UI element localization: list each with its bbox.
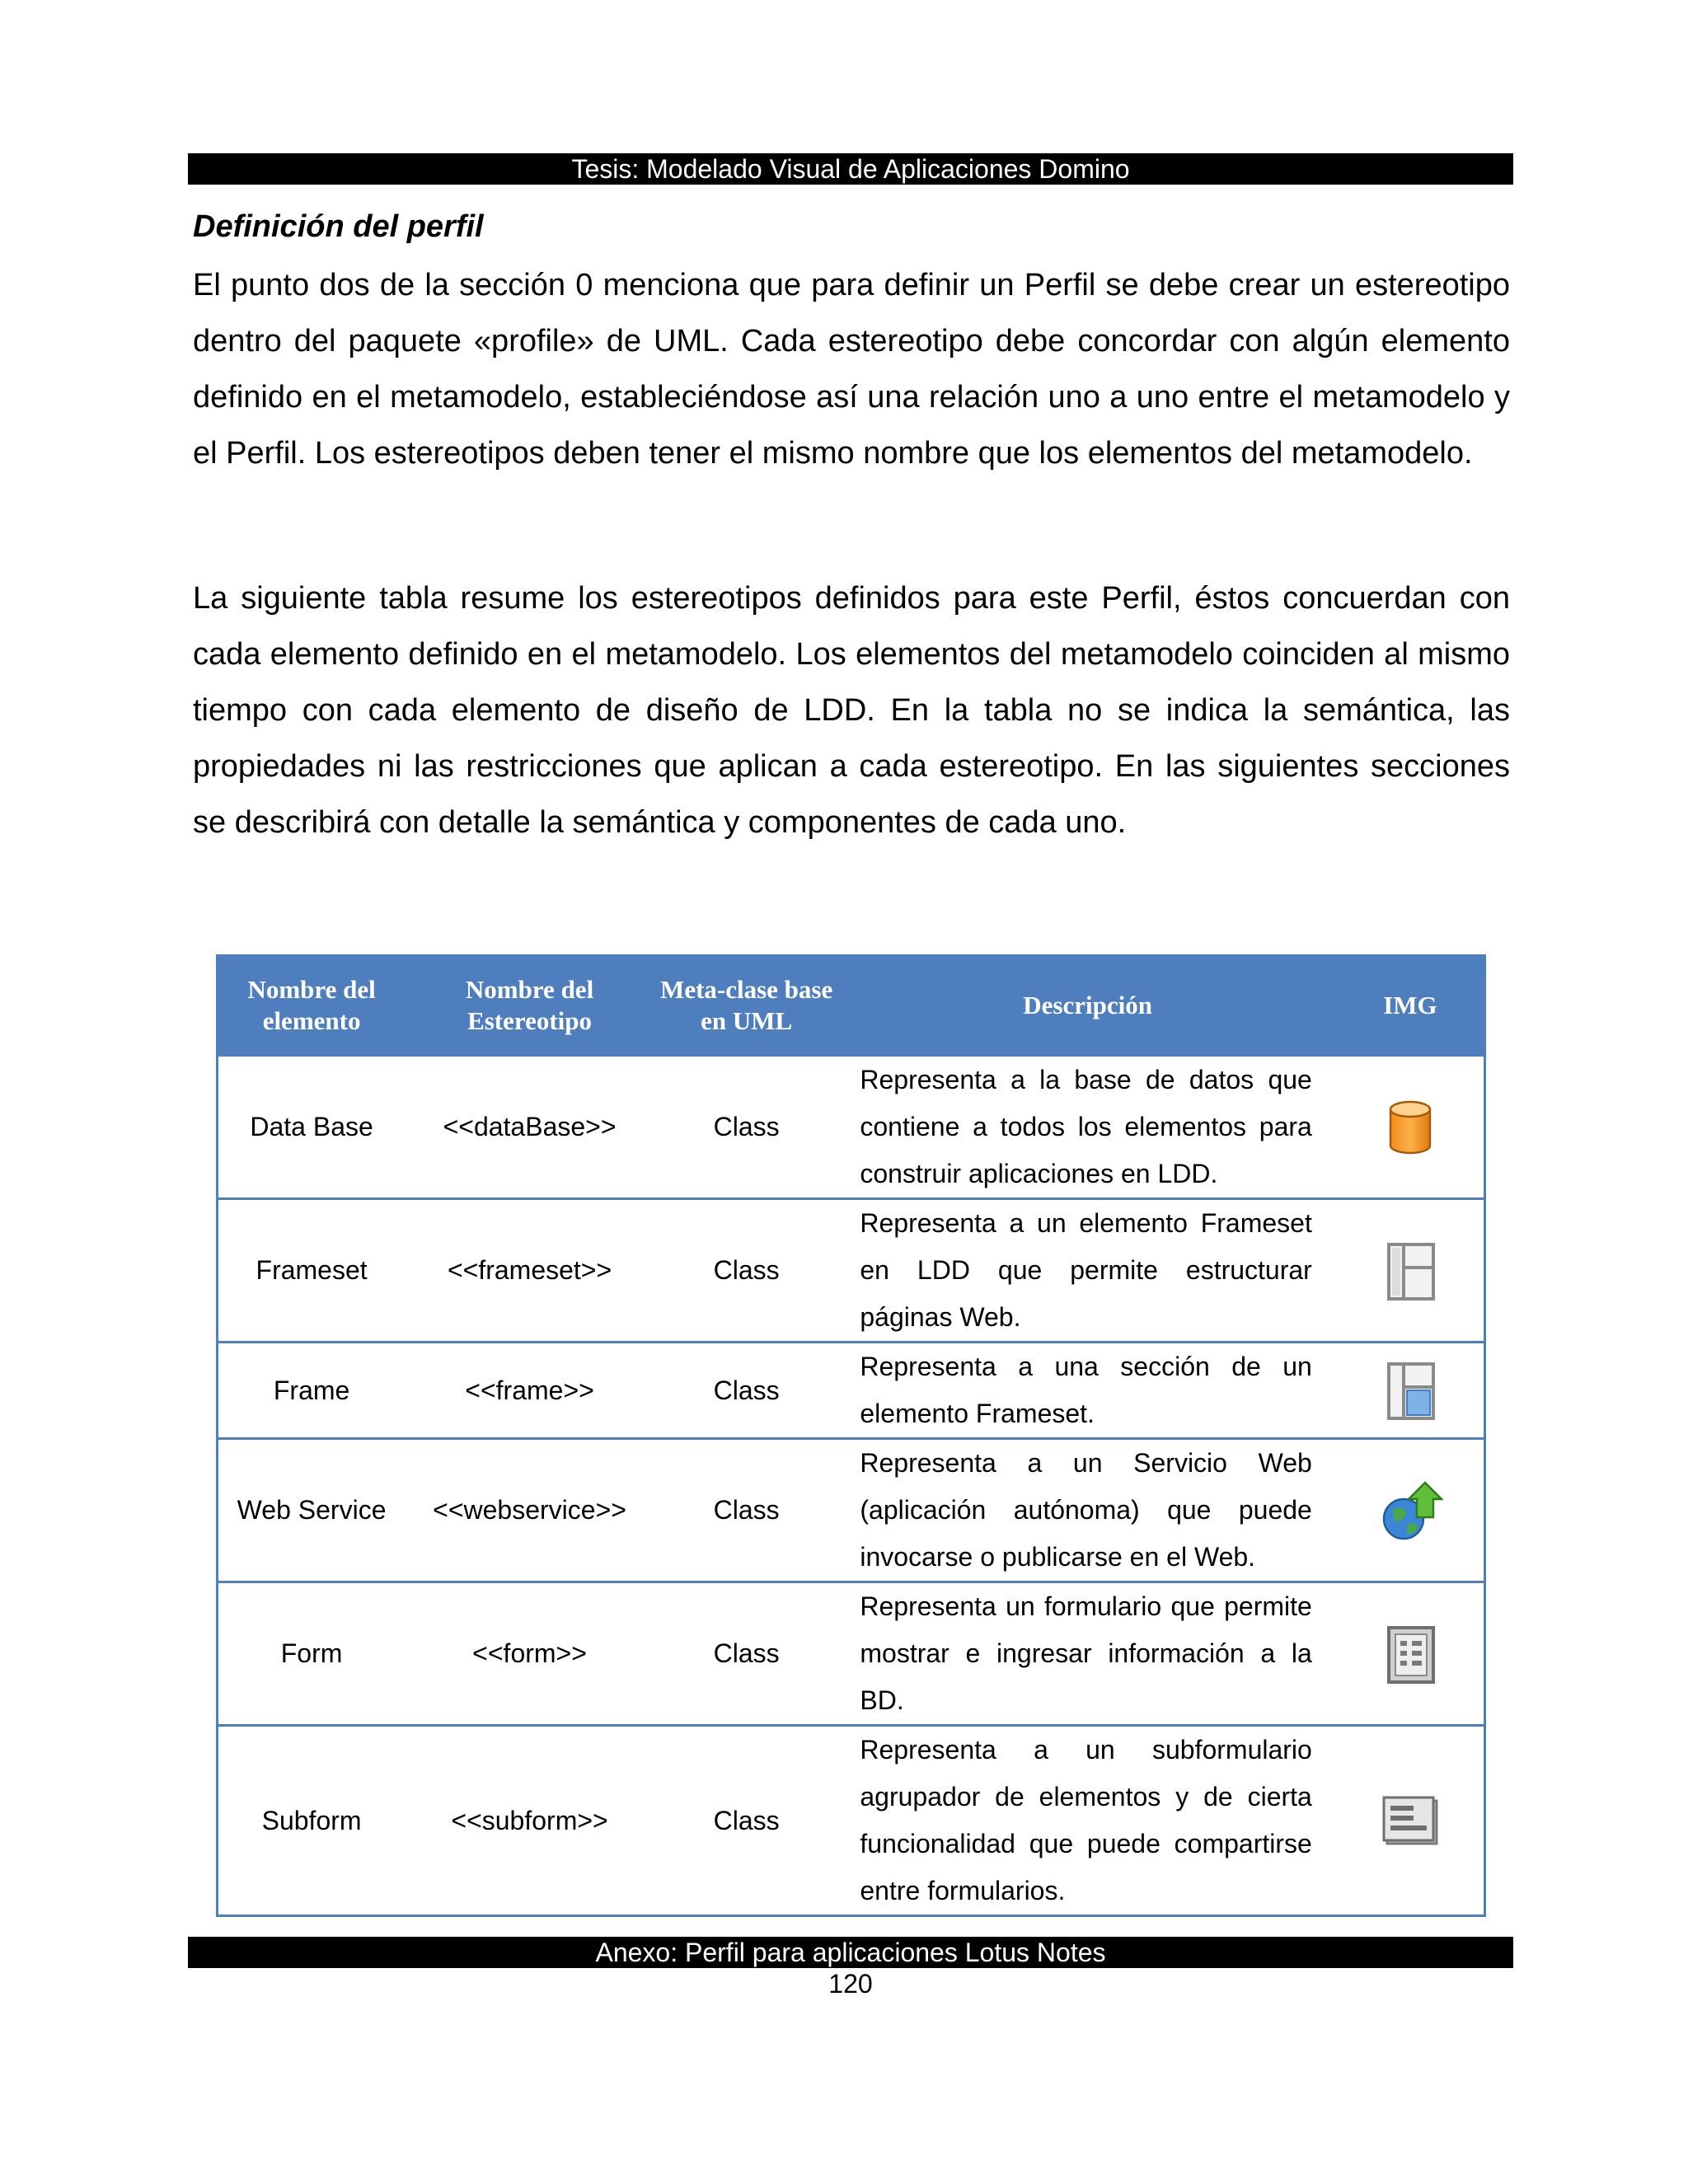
body-paragraph: La siguiente tabla resume los estereotipos definidos para este Perfil, éstos concuerdan con cada elemento definido en el metamodelo. Los elementos del metamodelo coinciden al mismo tiempo con cada elemento de diseño de LDD. En la tabla no se indica la semántica, las propiedades ni las restricciones que aplican a cada estereotipo. En las siguientes secciones se describirá con detalle la semántica y componentes de cada uno. [193,581,1510,840]
table-header-row [218,956,1485,1056]
element-name-cell: Form [218,1582,406,1726]
column-header-img: IMG [1337,956,1485,1056]
metaclass-cell: Class [654,1056,838,1199]
column-header-element-name: Nombre del elemento [218,956,406,1056]
database-icon [1377,1094,1443,1160]
running-footer: Anexo: Perfil para aplicaciones Lotus Notes [188,1937,1513,1968]
subform-icon [1377,1788,1443,1854]
table-row [218,1199,1485,1343]
metaclass-cell: Class [654,1582,838,1726]
element-name-cell: Web Service [218,1439,406,1582]
stereotype-cell: <<dataBase>> [405,1056,654,1199]
column-header-stereotype-name: Nombre del Estereotipo [405,956,654,1056]
web-service-icon [1377,1478,1443,1544]
img-cell [1337,1582,1485,1726]
form-icon [1377,1621,1443,1687]
description-cell: Representa a un elemento Frameset en LDD que permite estructurar páginas Web. [838,1199,1336,1343]
column-header-metaclass: Meta-clase base en UML [654,956,838,1056]
metaclass-cell: Class [654,1439,838,1582]
img-cell [1337,1056,1485,1199]
description-cell: Representa a un subformulario agrupador de elementos y de cierta funcionalidad que puede compartirse entre formularios. [838,1726,1336,1916]
frame-icon [1377,1357,1443,1423]
body-paragraph: El punto dos de la sección 0 menciona que para definir un Perfil se debe crear un estereotipo dentro del paquete «profile» de UML. Cada estereotipo debe concordar con algún elemento definido en el metamodelo, estableciéndose así una relación uno a uno entre el metamodelo y el Perfil. Los estereotipos deben tener el mismo nombre que los elementos del metamodelo. [193,268,1510,471]
element-name-cell: Subform [218,1726,406,1916]
description-cell: Representa a una sección de un elemento Frameset. [838,1343,1336,1439]
img-cell [1337,1199,1485,1343]
metaclass-cell: Class [654,1343,838,1439]
table-row [218,1439,1485,1582]
stereotype-cell: <<subform>> [405,1726,654,1916]
stereotype-cell: <<frame>> [405,1343,654,1439]
table-row [218,1726,1485,1916]
section-title: Definición del perfil [193,209,484,244]
table-row [218,1056,1485,1199]
stereotype-cell: <<form>> [405,1582,654,1726]
description-cell: Representa un formulario que permite mostrar e ingresar información a la BD. [838,1582,1336,1726]
metaclass-cell: Class [654,1199,838,1343]
img-cell [1337,1726,1485,1916]
img-cell [1337,1439,1485,1582]
metaclass-cell: Class [654,1726,838,1916]
img-cell [1337,1343,1485,1439]
column-header-description: Descripción [838,956,1336,1056]
table-row [218,1343,1485,1439]
frameset-icon [1377,1238,1443,1304]
stereotype-cell: <<frameset>> [405,1199,654,1343]
description-cell: Representa a la base de datos que contiene a todos los elementos para construir aplicaciones en LDD. [838,1056,1336,1199]
running-header: Tesis: Modelado Visual de Aplicaciones Domino [188,153,1513,185]
stereotype-cell: <<webservice>> [405,1439,654,1582]
element-name-cell: Data Base [218,1056,406,1199]
page-number: 120 [828,1969,873,1999]
element-name-cell: Frameset [218,1199,406,1343]
element-name-cell: Frame [218,1343,406,1439]
description-cell: Representa a un Servicio Web (aplicación autónoma) que puede invocarse o publicarse en el Web. [838,1439,1336,1582]
table-row [218,1582,1485,1726]
stereotypes-table [216,954,1486,1917]
